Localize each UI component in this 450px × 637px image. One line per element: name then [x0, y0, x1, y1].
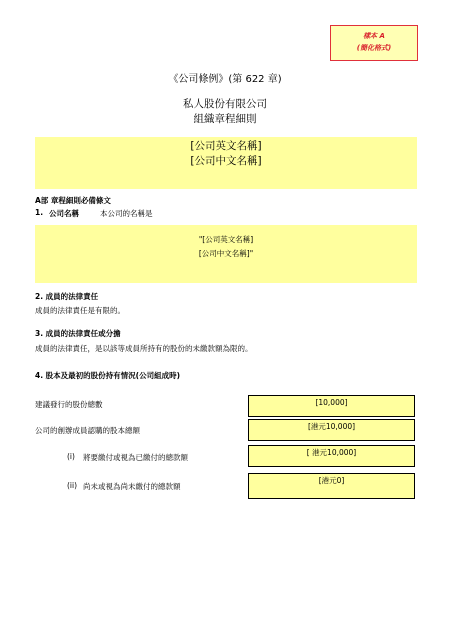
total-capital-value	[248, 419, 415, 441]
section1-text: 本公司的名稱是	[100, 209, 153, 218]
share-count-text: [10,000]	[315, 398, 348, 407]
document-subtitle-company-type: 私人股份有限公司	[183, 98, 267, 110]
paid-amount-label: 將要繳付或視為已繳付的總款額	[83, 453, 188, 462]
unpaid-amount-value	[248, 473, 415, 499]
stamp-line1: 樣本 A	[363, 32, 385, 40]
document-title: 《公司條例》(第 622 章)	[168, 74, 282, 85]
part-a-heading: A部 章程細則必備條文	[35, 196, 111, 205]
section1-title: 公司名稱	[49, 209, 79, 218]
company-chinese-name: [公司中文名稱]	[190, 155, 262, 167]
share-count-value	[248, 395, 415, 417]
total-capital-text: [港元10,000]	[307, 422, 356, 431]
unpaid-amount-number: (ii)	[67, 481, 78, 490]
quoted-chinese-name: [公司中文名稱]"	[198, 249, 254, 258]
stamp-line2: (簡化格式)	[356, 44, 392, 52]
section1-number: 1.	[35, 208, 44, 217]
quoted-english-name: "[公司英文名稱]	[198, 235, 254, 244]
unpaid-amount-text: [港元0]	[318, 476, 345, 485]
unpaid-amount-label: 尚未或視為尚未繳付的總款額	[83, 482, 181, 491]
total-capital-label: 公司的創辦成員認購的股本總額	[35, 426, 140, 435]
section2-text: 成員的法律責任是有限的。	[35, 306, 125, 315]
section2-heading: 2. 成員的法律責任	[35, 292, 99, 301]
company-english-name: [公司英文名稱]	[190, 140, 262, 152]
section3-heading: 3. 成員的法律責任或分擔	[35, 329, 121, 338]
paid-amount-text: [ 港元10,000]	[306, 448, 357, 457]
paid-amount-value	[248, 445, 415, 467]
document-subtitle-articles: 組織章程細則	[193, 113, 257, 125]
company-name-quote-box	[35, 225, 417, 283]
section4-heading: 4. 股本及最初的股份持有情況(公司組成時)	[35, 371, 181, 380]
paid-amount-number: (i)	[67, 452, 75, 461]
company-name-box	[35, 137, 417, 189]
sample-stamp	[330, 25, 418, 61]
share-count-label: 建議發行的股份總數	[35, 400, 103, 409]
section3-text: 成員的法律責任，是以該等成員所持有的股份的未繳款額為限的。	[35, 344, 253, 353]
